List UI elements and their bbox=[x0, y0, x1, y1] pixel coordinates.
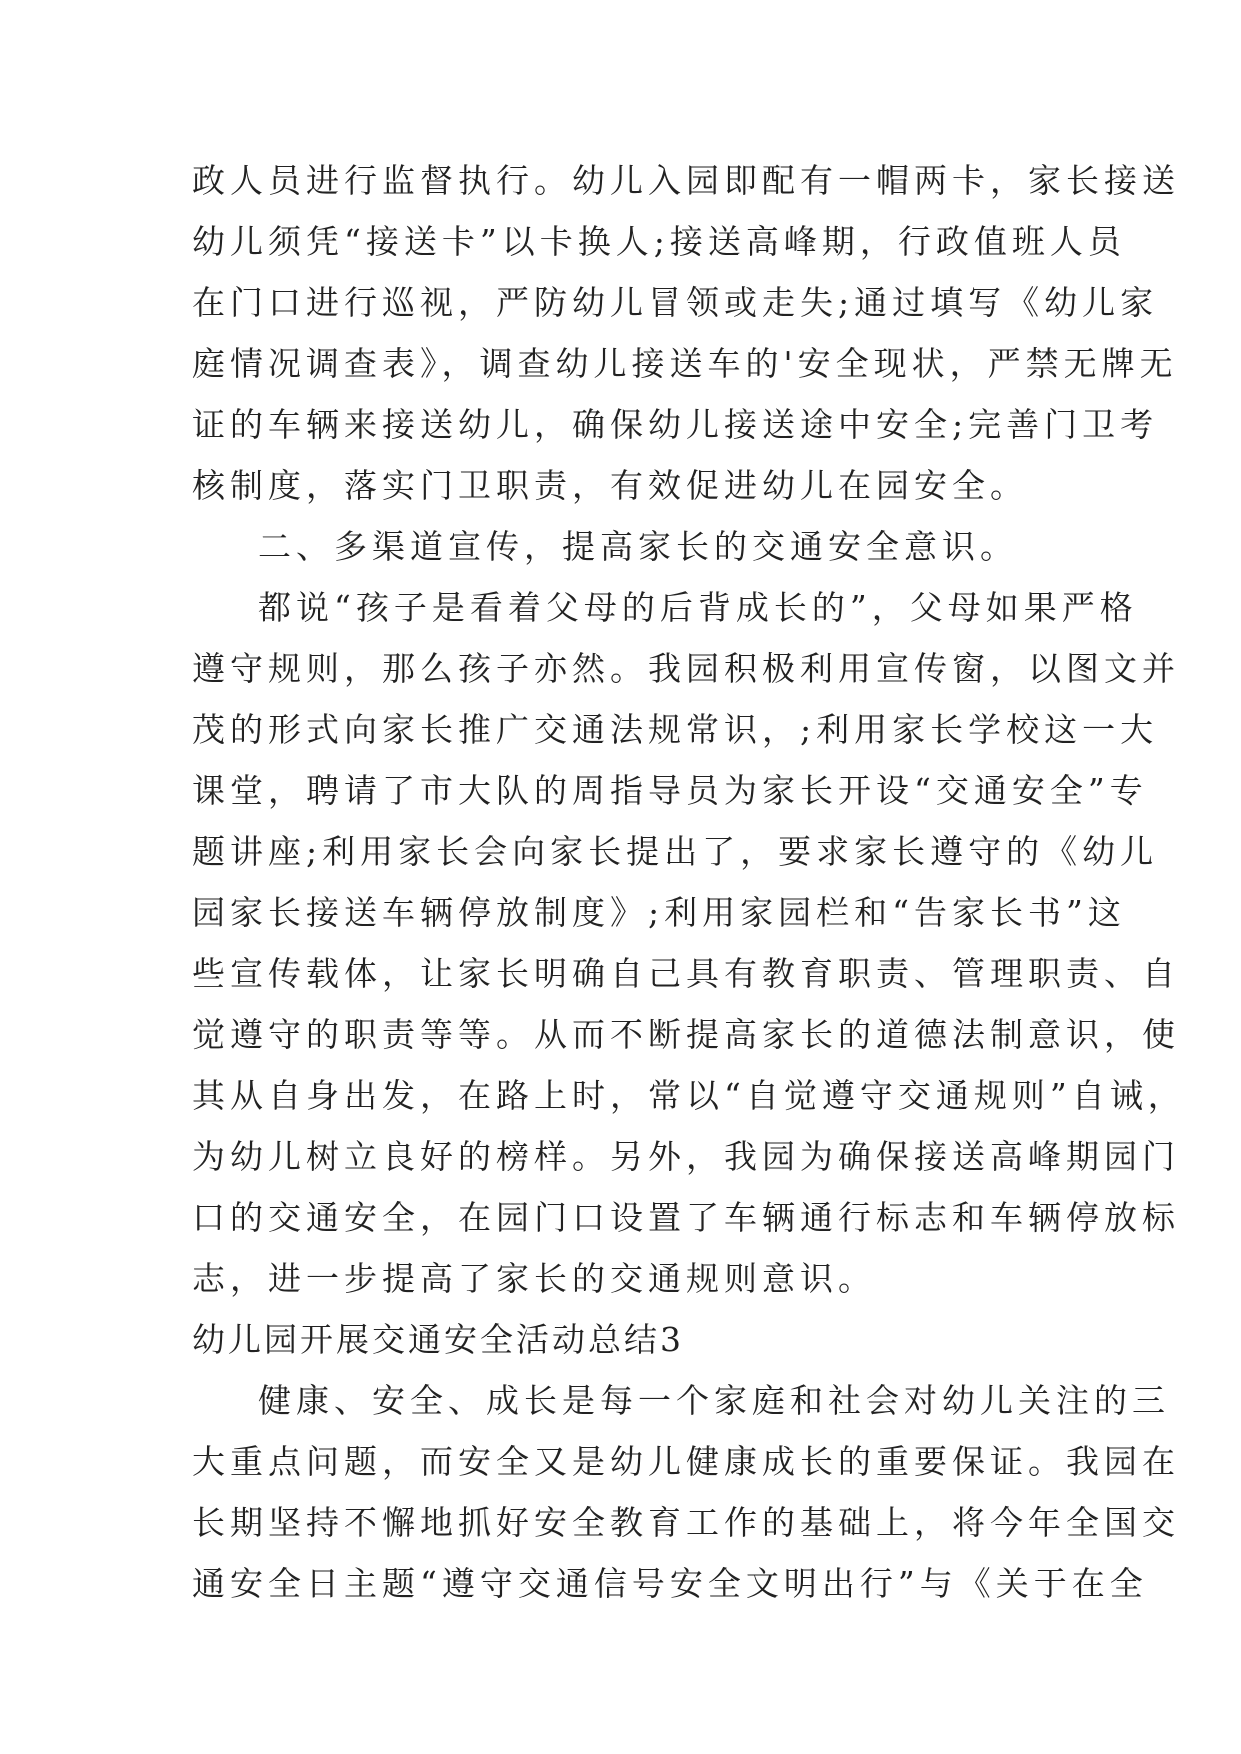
text-line: 在门口进行巡视，严防幼儿冒领或走失;通过填写《幼儿家 bbox=[192, 283, 1159, 322]
text-line: 其从自身出发，在路上时，常以“自觉遵守交通规则”自诫， bbox=[192, 1076, 1186, 1115]
text-line: 觉遵守的职责等等。从而不断提高家长的道德法制意识，使 bbox=[192, 1015, 1180, 1054]
text-line: 茂的形式向家长推广交通法规常识，;利用家长学校这一大 bbox=[192, 710, 1159, 749]
text-line: 通安全日主题“遵守交通信号安全文明出行”与《关于在全 bbox=[192, 1564, 1148, 1603]
text-line: 健康、安全、成长是每一个家庭和社会对幼儿关注的三 bbox=[258, 1381, 1170, 1420]
text-line: 些宣传载体，让家长明确自己具有教育职责、管理职责、自 bbox=[192, 954, 1180, 993]
text-line: 遵守规则，那么孩子亦然。我园积极利用宣传窗，以图文并 bbox=[192, 649, 1180, 688]
text-line: 为幼儿树立良好的榜样。另外，我园为确保接送高峰期园门 bbox=[192, 1137, 1180, 1176]
text-line: 长期坚持不懈地抓好安全教育工作的基础上，将今年全国交 bbox=[192, 1503, 1180, 1542]
body-text bbox=[192, 150, 1186, 1614]
text-line: 证的车辆来接送幼儿，确保幼儿接送途中安全;完善门卫考 bbox=[192, 405, 1159, 444]
text-line: 大重点问题，而安全又是幼儿健康成长的重要保证。我园在 bbox=[192, 1442, 1180, 1481]
text-line: 口的交通安全，在园门口设置了车辆通行标志和车辆停放标 bbox=[192, 1198, 1180, 1237]
text-line: 园家长接送车辆停放制度》;利用家园栏和“告家长书”这 bbox=[192, 893, 1126, 932]
text-line: 课堂，聘请了市大队的周指导员为家长开设“交通安全”专 bbox=[192, 771, 1148, 810]
text-line: 都说“孩子是看着父母的后背成长的”，父母如果严格 bbox=[258, 588, 1138, 627]
section-heading: 二、多渠道宣传，提高家长的交通安全意识。 bbox=[258, 527, 1018, 566]
text-line: 题讲座;利用家长会向家长提出了，要求家长遵守的《幼儿 bbox=[192, 832, 1159, 871]
text-line: 政人员进行监督执行。幼儿入园即配有一帽两卡，家长接送 bbox=[192, 161, 1180, 200]
text-line: 志，进一步提高了家长的交通规则意识。 bbox=[192, 1259, 876, 1298]
text-line: 庭情况调查表》，调查幼儿接送车的'安全现状，严禁无牌无 bbox=[192, 344, 1178, 383]
text-line: 核制度，落实门卫职责，有效促进幼儿在园安全。 bbox=[192, 466, 1028, 505]
text-line: 幼儿须凭“接送卡”以卡换人;接送高峰期，行政值班人员 bbox=[192, 222, 1126, 261]
article-title: 幼儿园开展交通安全活动总结3 bbox=[192, 1320, 684, 1359]
